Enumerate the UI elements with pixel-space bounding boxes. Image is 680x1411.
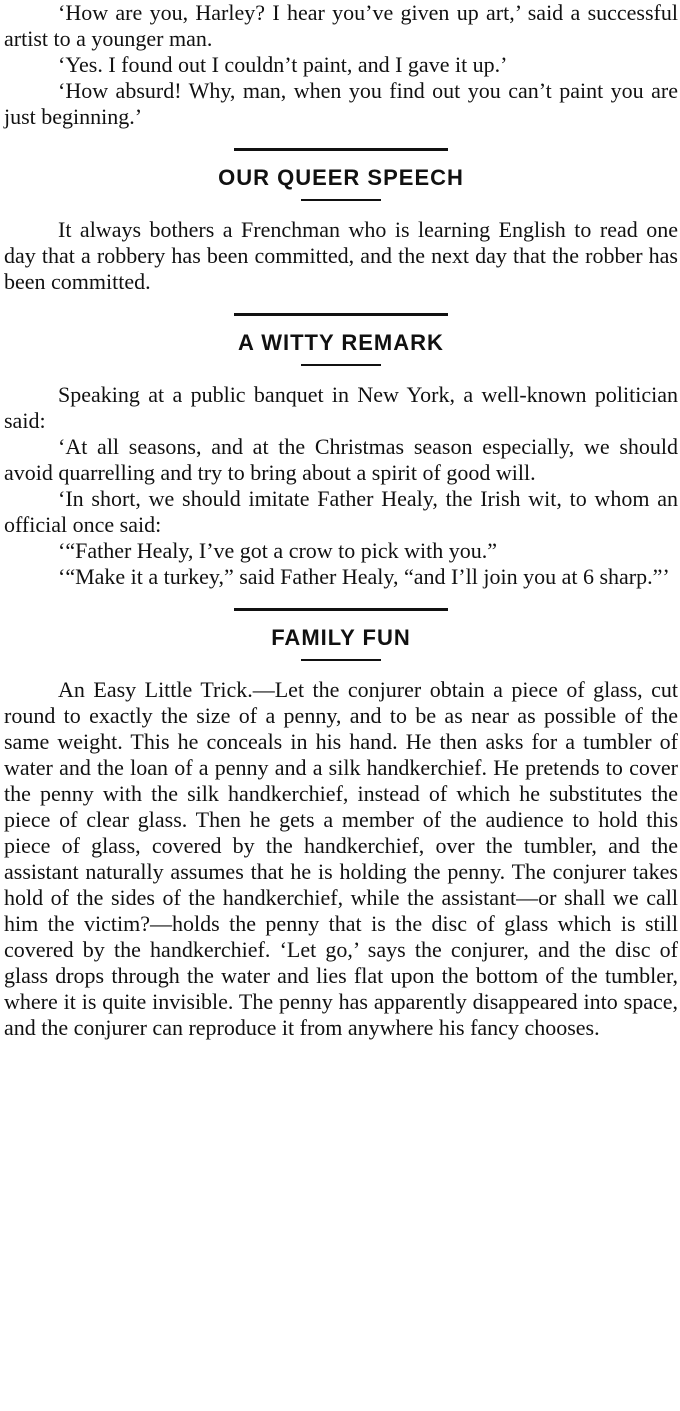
section-divider [234,608,448,611]
paragraph: ‘“Make it a turkey,” said Father Healy, “and I’ll join you at 6 sharp.”’ [58,564,670,589]
section-divider [234,148,448,151]
section-harley-anecdote [4,0,678,130]
paragraph: ‘“Father Healy, I’ve got a crow to pick with you.” [58,538,498,563]
heading-underline [301,199,381,201]
heading-underline [301,659,381,661]
section-divider [234,313,448,316]
paragraph: An Easy Little Trick.—Let the conjurer obtain a piece of glass, cut round to exactly the size of a penny, and to be as near as possible of the same weight. This he conceals in his hand. He then asks for a tumbler of water and the loan of a penny and a silk handkerchief. He pretends to cover the penny with the silk handkerchief, instead of which he substitutes the piece of clear glass. Then he gets a member of the audience to hold this piece of glass, covered by the handkerchief, over the tumbler, and the assistant naturally assumes that he is holding the penny. The conjurer takes hold of the sides of the handkerchief, while the assistant—or shall we call him the victim?—holds the penny that is the disc of glass which is still covered by the handkerchief. ‘Let go,’ says the conjurer, and the disc of glass drops through the water and lies flat upon the bottom of the tumbler, where it is quite invisible. The penny has apparently disappeared into space, and the conjurer can reproduce it from anywhere his fancy chooses. [4,677,678,1040]
paragraph: ‘Yes. I found out I couldn’t paint, and I gave it up.’ [58,52,508,77]
paragraph: ‘In short, we should imitate Father Healy, the Irish wit, to whom an official once said: [4,486,678,537]
section-our-queer-speech [4,163,678,295]
section-heading: A WITTY REMARK [238,330,444,355]
paragraph: Speaking at a public banquet in New York, a well-known politician said: [4,382,678,433]
section-a-witty-remark [4,328,678,590]
section-family-fun [4,623,678,1041]
paragraph: ‘How absurd! Why, man, when you find out you can’t paint you are just beginning.’ [4,78,678,129]
paragraph: ‘At all seasons, and at the Christmas season especially, we should avoid quarrelling and try to bring about a spirit of good will. [4,434,678,485]
paragraph: It always bothers a Frenchman who is learning English to read one day that a robbery has been committed, and the next day that the robber has been committed. [4,217,678,294]
heading-underline [301,364,381,366]
section-heading: FAMILY FUN [271,625,411,650]
section-heading: OUR QUEER SPEECH [218,165,464,190]
paragraph: ‘How are you, Harley? I hear you’ve given up art,’ said a successful artist to a younger man. [4,0,678,51]
